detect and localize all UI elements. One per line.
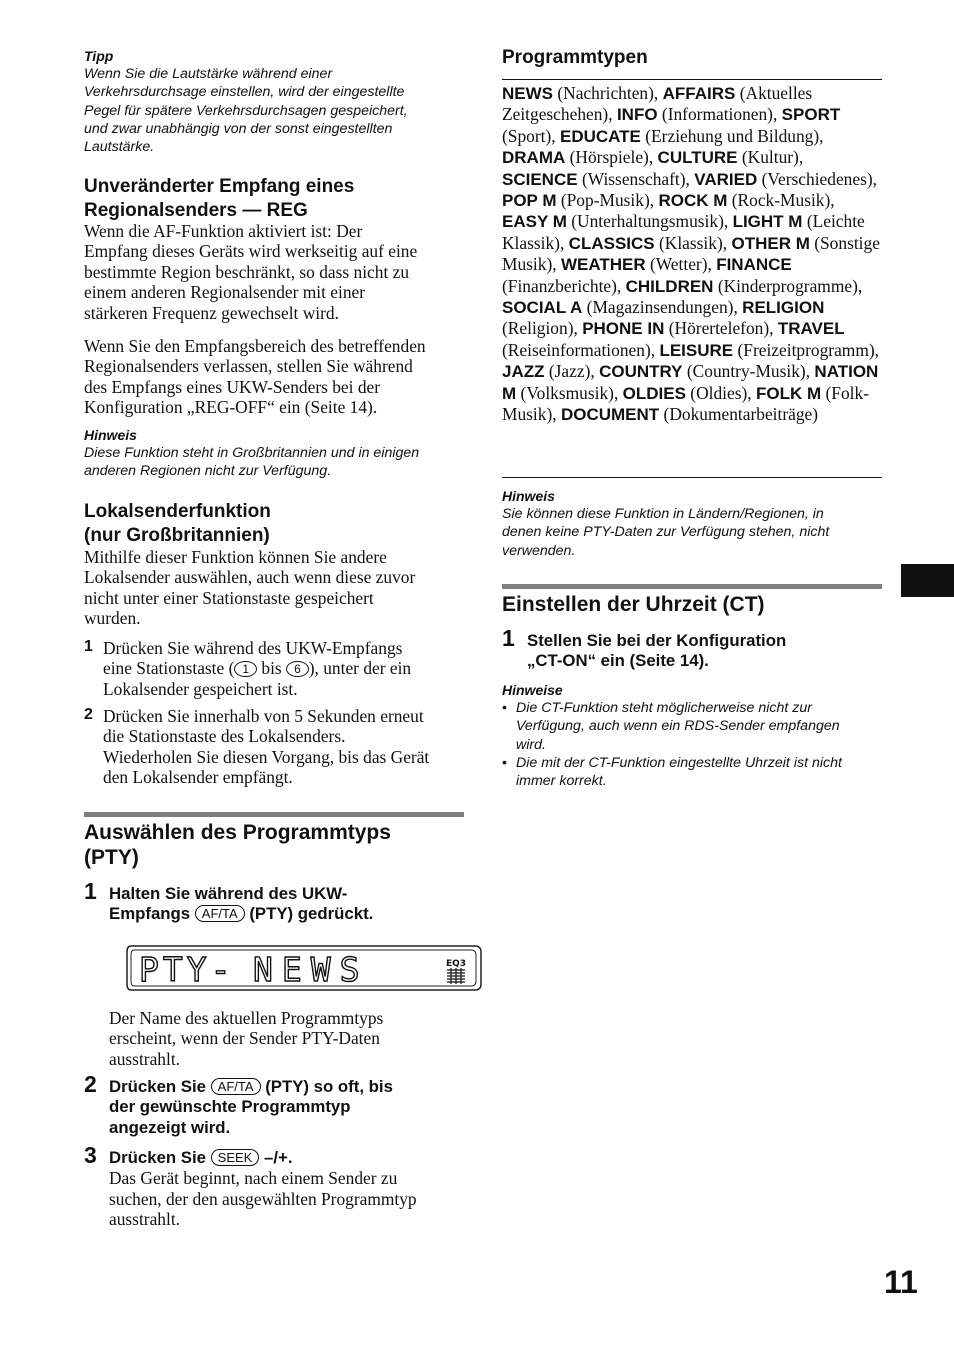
note-heading: Hinweise [502,682,563,698]
section-divider [502,584,882,589]
program-type-code: LEISURE [659,340,734,360]
program-type-description: (Leichte Klassik) [502,211,865,253]
program-type-list [502,83,882,426]
program-type-item: COUNTRY (Country-Musik), [599,361,815,382]
program-type-code: PHONE IN [582,319,665,339]
program-type-item: INFO (Informationen), [616,104,782,125]
note-heading: Hinweis [502,488,555,504]
program-type-code: CHILDREN [625,276,714,296]
program-type-description: (Aktuelles Zeitgeschehen) [502,83,813,125]
program-type-item: NEWS (Nachrichten), [502,83,663,103]
tip-heading: Tipp [84,48,114,64]
seek-button: SEEK [211,1149,260,1166]
program-type-code: CULTURE [657,148,738,168]
step-number: 3 [84,1142,97,1168]
program-type-item: EDUCATE (Erziehung und Bildung), [559,125,824,146]
af-ta-button: AF/TA [211,1078,261,1095]
note-heading: Hinweis [84,427,137,443]
tip-text [84,65,464,156]
program-type-item: LIGHT M (Leichte Klassik), [502,211,865,253]
program-type-description: (Kultur) [741,147,799,168]
program-type-description: (Rock-Musik) [731,190,831,211]
text-line: Stellen Sie bei der Konfiguration [527,631,787,650]
step-number: 1 [84,878,97,904]
program-type-code: DOCUMENT [560,405,660,425]
text-line: Regionalsenders verlassen, stellen Sie während [84,356,413,377]
reg-note [84,426,464,481]
pty-heading [84,820,464,870]
program-type-description: (Erziehung und Bildung) [645,125,820,146]
note-line: Sie können diese Funktion in Ländern/Regionen, in [502,506,824,522]
lcd-text-pty: PTY- [139,950,235,989]
program-type-code: EASY M [502,212,567,232]
program-type-description: (Finanzberichte) [502,275,617,296]
text-fragment: bis [257,658,287,679]
tip-line: Verkehrsdurchsage einstellen, wird der eingestellte [84,84,405,101]
ct-step-1 [502,625,882,672]
program-type-code: ROCK M [658,191,728,211]
ct-notes [502,681,882,790]
text-line: der gewünschte Programmtyp [109,1097,351,1117]
reg-heading [84,175,464,222]
program-type-code: INFO [616,105,658,125]
program-type-code: JAZZ [502,362,545,382]
program-type-description: (Magazinsendungen) [586,297,734,318]
program-type-item: RELIGION (Religion), [502,298,825,339]
note-line: wird. [516,736,546,753]
program-type-item: NATION M (Volksmusik), [502,362,879,403]
heading-line: (nur Großbritannien) [84,524,270,546]
section-divider [84,812,464,817]
program-type-description: (Wetter) [650,254,708,275]
program-type-item: SPORT (Sport), [502,105,841,146]
pty-display-description [109,1008,489,1069]
tip-line: Lautstärke. [84,139,155,156]
text-line [109,1148,464,1168]
note-line: immer korrekt. [516,773,607,790]
preset-6-button: 6 [286,661,309,677]
eq-label: EQ3 [446,959,467,969]
heading-line: Auswählen des Programmtyps [84,821,391,844]
text-fragment: –/+. [259,1148,293,1167]
program-type-item: WEATHER (Wetter), [560,254,717,275]
program-type-code: RELIGION [742,298,825,318]
text-fragment: Empfangs [109,904,195,924]
text-line: Mithilfe dieser Funktion können Sie andere [84,547,387,567]
text-line [103,658,464,678]
text-line: Drücken Sie während des UKW-Empfangs [103,638,403,658]
text-line: angezeigt wird. [109,1117,231,1137]
pty-step-1 [84,878,464,925]
lcd-display [125,944,483,992]
program-type-code: COUNTRY [599,362,683,382]
program-type-description: (Unterhaltungsmusik) [571,211,724,232]
program-type-description: (Jazz) [548,361,591,382]
program-type-item [561,404,818,424]
program-type-description: (Country-Musik) [686,361,806,382]
program-type-description: (Sonstige Musik) [502,232,880,275]
heading-line: Unveränderter Empfang eines [84,176,355,197]
text-line: des Empfangs eines UKW-Senders bei der [84,376,381,397]
program-type-item: JAZZ (Jazz), [502,361,600,382]
text-line: einem anderen Regionalsender mit einer [84,282,366,303]
text-line: Wiederholen Sie diesen Vorgang, bis das Gerät [103,746,430,767]
step-number: 1 [84,638,93,655]
heading-line: Lokalsenderfunktion [84,501,271,522]
program-type-description: (Religion) [502,318,574,339]
program-type-code: SOCIAL A [502,298,583,318]
program-type-item: EASY M (Unterhaltungsmusik), [502,211,733,232]
program-type-item: DRAMA (Hörspiele), [502,147,658,168]
text-line: Empfang dieses Geräts wird werkseitig auf eine [84,241,418,262]
program-type-code: SPORT [781,105,841,125]
tip-line: Pegel für spätere Verkehrsdurchsagen gespeichert, [84,102,408,119]
preset-1-button: 1 [234,661,257,677]
program-type-item: ROCK M (Rock-Musik), [658,190,835,211]
note-line: verwenden. [502,542,576,559]
program-type-code: AFFAIRS [662,84,736,103]
text-fragment: Drücken Sie [109,1148,211,1167]
text-fragment: eine Stationstaste ( [103,658,235,679]
program-type-item: OTHER M (Sonstige Musik), [502,232,880,275]
text-fragment: Drücken Sie [109,1077,211,1096]
text-line [109,1077,464,1097]
program-type-description: (Nachrichten) [557,83,654,103]
program-type-description: (Kinderprogramme) [717,275,858,296]
text-line: Konfiguration „REG-OFF“ ein (Seite 14). [84,397,378,418]
program-type-item: OLDIES (Oldies), [622,382,756,403]
pty-step-2 [84,1071,464,1138]
program-type-item: SCIENCE (Wissenschaft), [502,168,695,189]
section-tab-marker [901,564,954,597]
ct-notes-list [502,699,882,790]
program-type-item: FINANCE (Finanzberichte), [502,255,792,296]
note-item [502,754,882,791]
text-line: nicht unter einer Stationstaste gespeichert [84,587,374,608]
program-type-code: VARIED [694,169,758,189]
text-line: den Lokalsender empfängt. [103,767,293,788]
local-step-2 [84,706,464,788]
text-line [109,904,464,924]
programmtypen-heading: Programmtypen [502,47,648,68]
text-line: Das Gerät beginnt, nach einem Sender zu [109,1168,398,1189]
program-type-item: LEISURE (Freizeitprogramm), [659,339,879,360]
step-number: 2 [84,706,93,723]
text-line: wurden. [84,608,141,629]
program-type-item: POP M (Pop-Musik), [502,190,659,211]
note-line: • Die CT-Funktion steht möglicherweise nicht zur [516,700,812,716]
eq-bars-icon [447,968,465,984]
text-line: ausstrahlt. [109,1048,180,1069]
program-type-code: NEWS [502,84,553,103]
reg-paragraph-1 [84,221,464,323]
program-type-item: PHONE IN (Hörertelefon), [582,318,778,339]
af-ta-button: AF/TA [195,905,245,922]
program-type-item: SOCIAL A (Magazinsendungen), [502,297,743,318]
program-type-description: (Pop-Musik) [560,190,650,211]
note-item [502,699,882,754]
ct-heading: Einstellen der Uhrzeit (CT) [502,593,765,616]
program-type-description: (Hörertelefon) [668,318,770,339]
reg-paragraph-2 [84,336,464,418]
text-line: Wenn die AF-Funktion aktiviert ist: Der [84,221,363,241]
program-type-description: (Klassik) [659,232,723,253]
text-line: stärkeren Frequenz gewechselt wird. [84,302,339,323]
program-type-code: OTHER M [731,233,810,253]
text-line: Lokalsender gespeichert ist. [103,678,298,699]
program-type-code: TRAVEL [777,319,845,339]
note-line: • Die mit der CT-Funktion eingestellte Uhrzeit ist nicht [516,754,842,771]
local-step-1 [84,638,464,699]
program-type-description: (Informationen) [661,104,773,125]
note-line: denen keine PTY-Daten zur Verfügung stehen, nicht [502,524,830,541]
program-type-description: (Oldies) [690,382,748,403]
text-line: Wenn Sie den Empfangsbereich des betreffenden [84,336,426,356]
program-type-item: CLASSICS (Klassik), [568,232,732,253]
step-number: 2 [84,1071,97,1097]
program-type-description: (Verschiedenes) [761,168,873,189]
program-type-item: CULTURE (Kultur), [657,147,804,168]
program-type-description: (Reiseinformationen) [502,339,651,360]
program-type-item: AFFAIRS (Aktuelles Zeitgeschehen), [502,83,813,125]
program-type-code: CLASSICS [568,233,655,253]
text-line: Lokalsender auswählen, auch wenn diese zuvor [84,567,416,588]
text-line: „CT-ON“ ein (Seite 14). [527,651,709,671]
local-heading [84,500,464,547]
text-fragment: ), unter der ein [308,658,412,679]
program-type-description: (Freizeitprogramm) [737,339,875,360]
program-type-item: FOLK M (Folk-Musik), [502,382,869,425]
note-line: anderen Regionen nicht zur Verfügung. [84,463,332,480]
program-type-description: (Wissenschaft) [581,168,686,189]
text-line: die Stationstaste des Lokalsenders. [103,726,346,747]
program-type-item: VARIED (Verschiedenes), [694,168,878,189]
local-intro [84,547,464,629]
program-type-code: NATION M [502,362,879,403]
text-fragment: (PTY) gedrückt. [244,904,374,924]
divider [502,477,882,478]
program-type-description: (Folk-Musik) [502,382,869,425]
program-type-code: LIGHT M [732,212,803,232]
text-line: Der Name des aktuellen Programmtyps [109,1008,384,1028]
step-number: 1 [502,625,515,651]
divider [502,79,882,80]
program-type-description: (Hörspiele) [569,147,649,168]
text-line: Halten Sie während des UKW- [109,884,348,903]
text-line: suchen, der den ausgewählten Programmtyp [109,1188,417,1209]
program-type-description: (Dokumentarbeiträge) [663,404,819,425]
lcd-text-news: NEWS [253,950,369,989]
program-type-code: SCIENCE [502,169,578,189]
tip-line: Wenn Sie die Lautstärke während einer [84,66,333,82]
text-line: bestimmte Region beschränkt, so dass nicht zu [84,261,410,282]
text-line: ausstrahlt. [109,1209,180,1230]
page-number: 11 [884,1264,918,1300]
program-type-code: FOLK M [756,383,822,403]
note-line: Diese Funktion steht in Großbritannien und in einigen [84,445,420,461]
pty-display-illustration [125,944,483,992]
program-type-code: DRAMA [502,148,566,168]
program-type-description: (Sport) [502,125,552,146]
note-line: Verfügung, auch wenn ein RDS-Sender empfangen [516,718,840,735]
program-type-code: FINANCE [716,255,792,275]
program-type-code: EDUCATE [559,126,641,146]
text-line: erscheint, wenn der Sender PTY-Daten [109,1028,380,1049]
program-type-description: (Volksmusik) [520,382,614,403]
pty-step-3 [84,1142,464,1230]
program-type-code: POP M [502,191,557,211]
program-type-item: CHILDREN (Kinderprogramme), [625,275,863,296]
text-line: Drücken Sie innerhalb von 5 Sekunden erneut [103,706,424,726]
tip-line: und zwar unabhängig von der sonst eingestellten [84,120,393,137]
program-type-code: WEATHER [560,255,646,275]
heading-line: (PTY) [84,846,139,869]
text-fragment: (PTY) so oft, bis [260,1077,393,1096]
program-type-item: TRAVEL (Reiseinformationen), [502,319,845,360]
program-type-code: OLDIES [622,383,686,403]
tip-block [84,47,464,156]
heading-line: Regionalsenders — REG [84,199,308,221]
types-note [502,487,882,560]
